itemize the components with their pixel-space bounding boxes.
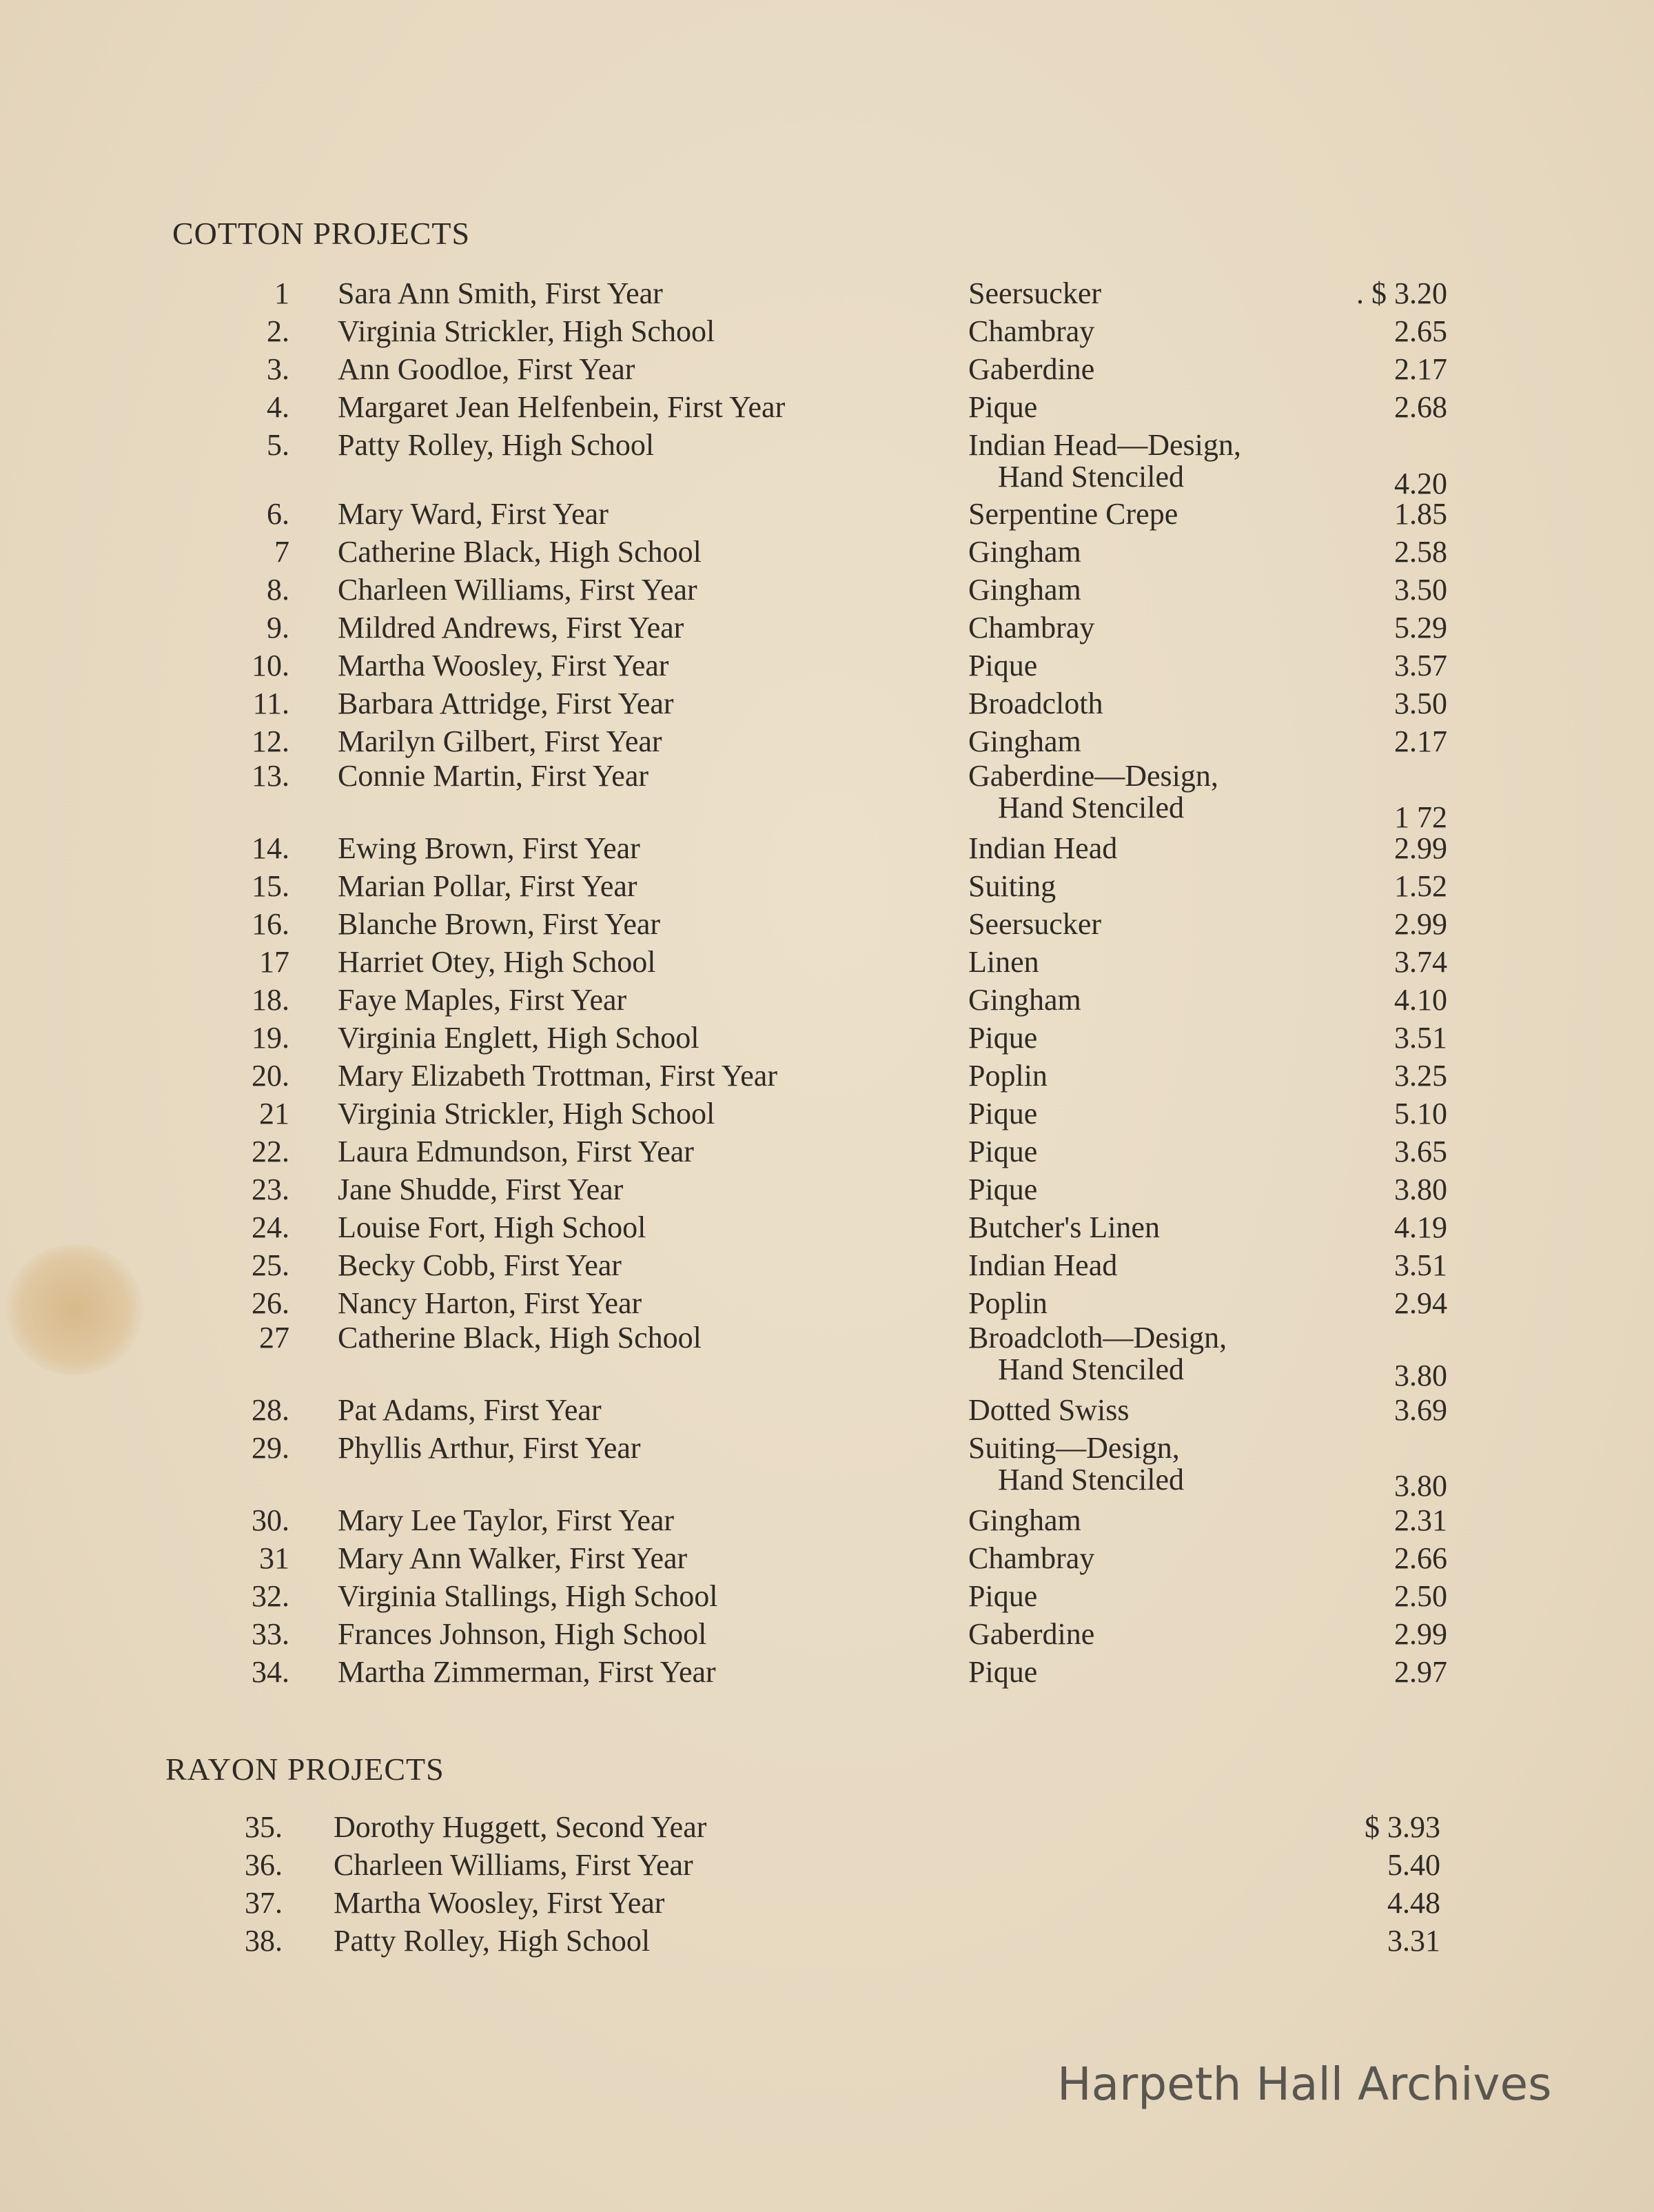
entry-number: 5. [267, 428, 289, 462]
entry-material: Gingham [968, 724, 1081, 758]
archive-watermark: Harpeth Hall Archives [1057, 2058, 1552, 2111]
entry-number: 11. [252, 687, 289, 720]
entry-material: Chambray [968, 1541, 1095, 1575]
entry-material: Seersucker [968, 907, 1102, 941]
entry-price: 2.66 [1394, 1541, 1447, 1575]
entry-price: 1.52 [1394, 869, 1447, 903]
entry-material: Seersucker [968, 276, 1102, 310]
entry-material: Chambray [968, 611, 1095, 645]
entry-price: 3.25 [1394, 1059, 1447, 1093]
entry-price: 3.31 [1387, 1924, 1440, 1958]
entry-number: 12. [252, 724, 289, 758]
paper-stain [6, 1244, 143, 1375]
entry-material: Broadcloth—Design, [968, 1321, 1227, 1354]
entry-price: 2.31 [1394, 1503, 1447, 1537]
entry-name: Dorothy Huggett, Second Year [334, 1810, 707, 1844]
entry-number: 9. [267, 611, 289, 645]
entry-name: Ann Goodloe, First Year [338, 352, 635, 386]
entry-price: 3.69 [1394, 1393, 1447, 1427]
entry-material: Indian Head—Design, [968, 428, 1241, 462]
entry-price: 3.50 [1394, 573, 1447, 607]
entry-price: 3.74 [1394, 945, 1447, 979]
entry-name: Marian Pollar, First Year [338, 869, 637, 903]
entry-name: Charleen Williams, First Year [338, 573, 697, 607]
entry-number: 13. [252, 759, 289, 793]
entry-name: Charleen Williams, First Year [334, 1848, 693, 1882]
entry-number: 14. [252, 831, 289, 865]
entry-name: Connie Martin, First Year [338, 759, 649, 793]
entry-name: Patty Rolley, High School [334, 1924, 651, 1958]
entry-price: 5.10 [1394, 1097, 1447, 1130]
entry-name: Catherine Black, High School [338, 1321, 702, 1354]
entry-number: 19. [252, 1021, 289, 1055]
entry-number: 28. [252, 1393, 289, 1427]
entry-name: Patty Rolley, High School [338, 428, 655, 462]
entry-number: 4. [267, 390, 289, 424]
entry-name: Martha Woosley, First Year [334, 1886, 665, 1920]
entry-number: 24. [252, 1210, 289, 1244]
entry-price: 2.50 [1394, 1579, 1447, 1613]
entry-material: Pique [968, 390, 1038, 424]
entry-material: Serpentine Crepe [968, 497, 1178, 531]
entry-price: 3.65 [1394, 1135, 1447, 1168]
cotton-projects-heading: COTTON PROJECTS [172, 216, 471, 251]
entry-material: Chambray [968, 314, 1095, 348]
entry-material-line2: Hand Stenciled [998, 1463, 1185, 1496]
entry-price: . $ 3.20 [1356, 276, 1447, 310]
entry-number: 30. [252, 1503, 289, 1537]
entry-name: Mary Ann Walker, First Year [338, 1541, 688, 1575]
entry-name: Margaret Jean Helfenbein, First Year [338, 390, 786, 424]
entry-name: Pat Adams, First Year [338, 1393, 602, 1427]
entry-price: 3.80 [1394, 1173, 1447, 1206]
entry-name: Faye Maples, First Year [338, 983, 627, 1017]
entry-price: 2.99 [1394, 907, 1447, 941]
entry-price: 2.65 [1394, 314, 1447, 348]
entry-material: Suiting [968, 869, 1056, 903]
entry-name: Barbara Attridge, First Year [338, 687, 674, 720]
entry-name: Frances Johnson, High School [338, 1617, 707, 1651]
entry-material: Suiting—Design, [968, 1431, 1180, 1465]
entry-price: 3.51 [1394, 1248, 1447, 1282]
entry-name: Becky Cobb, First Year [338, 1248, 622, 1282]
entry-material: Gingham [968, 983, 1081, 1017]
entry-price: 3.57 [1394, 649, 1447, 682]
entry-material: Pique [968, 1655, 1038, 1689]
entry-price: 3.80 [1394, 1469, 1447, 1503]
entry-material: Gingham [968, 535, 1081, 569]
entry-material-line2: Hand Stenciled [998, 1352, 1185, 1386]
entry-price: 2.58 [1394, 535, 1447, 569]
entry-name: Louise Fort, High School [338, 1210, 646, 1244]
entry-price: 2.17 [1394, 724, 1447, 758]
entry-material: Poplin [968, 1059, 1048, 1093]
entry-name: Laura Edmundson, First Year [338, 1135, 694, 1168]
entry-material: Indian Head [968, 1248, 1118, 1282]
entry-number: 38. [245, 1924, 283, 1958]
entry-material: Indian Head [968, 831, 1118, 865]
entry-name: Blanche Brown, First Year [338, 907, 661, 941]
entry-price: 2.68 [1394, 390, 1447, 424]
entry-material: Gaberdine [968, 1617, 1095, 1651]
entry-number: 18. [252, 983, 289, 1017]
entry-number: 8. [267, 573, 289, 607]
entry-name: Martha Zimmerman, First Year [338, 1655, 716, 1689]
entry-number: 20. [252, 1059, 289, 1093]
entry-material: Linen [968, 945, 1039, 979]
entry-number: 35. [245, 1810, 283, 1844]
entry-material: Pique [968, 1021, 1038, 1055]
entry-price: 4.48 [1387, 1886, 1440, 1920]
entry-number: 25. [252, 1248, 289, 1282]
entry-price: 5.40 [1387, 1848, 1440, 1882]
entry-number: 7 [274, 535, 289, 569]
entry-name: Mildred Andrews, First Year [338, 611, 684, 645]
entry-number: 1 [274, 276, 289, 310]
entry-price: 2.17 [1394, 352, 1447, 386]
entry-number: 26. [252, 1286, 289, 1320]
entry-price: 4.20 [1394, 467, 1447, 500]
entry-name: Mary Ward, First Year [338, 497, 609, 531]
entry-price: 2.94 [1394, 1286, 1447, 1320]
entry-number: 22. [252, 1135, 289, 1168]
entry-name: Marilyn Gilbert, First Year [338, 724, 662, 758]
entry-material-line2: Hand Stenciled [998, 791, 1185, 824]
entry-name: Virginia Stallings, High School [338, 1579, 718, 1613]
entry-number: 37. [245, 1886, 283, 1920]
entry-price: 5.29 [1394, 611, 1447, 645]
entry-material: Pique [968, 1097, 1038, 1130]
entry-material: Pique [968, 1135, 1038, 1168]
entry-price: 3.51 [1394, 1021, 1447, 1055]
entry-material: Poplin [968, 1286, 1048, 1320]
entry-price: 2.99 [1394, 1617, 1447, 1651]
entry-material-line2: Hand Stenciled [998, 460, 1185, 494]
entry-material: Gingham [968, 573, 1081, 607]
entry-price: 4.10 [1394, 983, 1447, 1017]
entry-name: Virginia Englett, High School [338, 1021, 700, 1055]
entry-number: 16. [252, 907, 289, 941]
entry-price: 3.50 [1394, 687, 1447, 720]
entry-name: Martha Woosley, First Year [338, 649, 669, 682]
entry-number: 6. [267, 497, 289, 531]
entry-number: 21 [259, 1097, 289, 1130]
entry-number: 27 [259, 1321, 289, 1354]
entry-price: 1 72 [1394, 800, 1447, 834]
entry-number: 36. [245, 1848, 283, 1882]
entry-number: 33. [252, 1617, 289, 1651]
entry-name: Sara Ann Smith, First Year [338, 276, 663, 310]
entry-name: Catherine Black, High School [338, 535, 702, 569]
entry-material: Gaberdine [968, 352, 1095, 386]
entry-name: Mary Lee Taylor, First Year [338, 1503, 675, 1537]
entry-material: Pique [968, 649, 1038, 682]
entry-material: Dotted Swiss [968, 1393, 1130, 1427]
entry-number: 34. [252, 1655, 289, 1689]
entry-price: 2.99 [1394, 831, 1447, 865]
entry-number: 17 [259, 945, 289, 979]
entry-number: 3. [267, 352, 289, 386]
entry-number: 10. [252, 649, 289, 682]
entry-price: 2.97 [1394, 1655, 1447, 1689]
entry-number: 32. [252, 1579, 289, 1613]
entry-name: Harriet Otey, High School [338, 945, 656, 979]
entry-price: 4.19 [1394, 1210, 1447, 1244]
entry-number: 23. [252, 1173, 289, 1206]
entry-material: Pique [968, 1579, 1038, 1613]
entry-material: Gingham [968, 1503, 1081, 1537]
entry-name: Nancy Harton, First Year [338, 1286, 642, 1320]
entry-price: $ 3.93 [1365, 1810, 1440, 1844]
entry-material: Gaberdine—Design, [968, 759, 1218, 793]
entry-name: Virginia Strickler, High School [338, 314, 715, 348]
entry-material: Broadcloth [968, 687, 1103, 720]
entry-number: 29. [252, 1431, 289, 1465]
entry-name: Phyllis Arthur, First Year [338, 1431, 641, 1465]
entry-material: Pique [968, 1173, 1038, 1206]
entry-name: Mary Elizabeth Trottman, First Year [338, 1059, 777, 1093]
entry-name: Virginia Strickler, High School [338, 1097, 715, 1130]
entry-price: 1.85 [1394, 497, 1447, 531]
entry-material: Butcher's Linen [968, 1210, 1160, 1244]
entry-number: 15. [252, 869, 289, 903]
entry-name: Ewing Brown, First Year [338, 831, 640, 865]
rayon-projects-heading: RAYON PROJECTS [165, 1752, 445, 1787]
entry-number: 31 [259, 1541, 289, 1575]
entry-name: Jane Shudde, First Year [338, 1173, 624, 1206]
entry-price: 3.80 [1394, 1359, 1447, 1392]
entry-number: 2. [267, 314, 289, 348]
